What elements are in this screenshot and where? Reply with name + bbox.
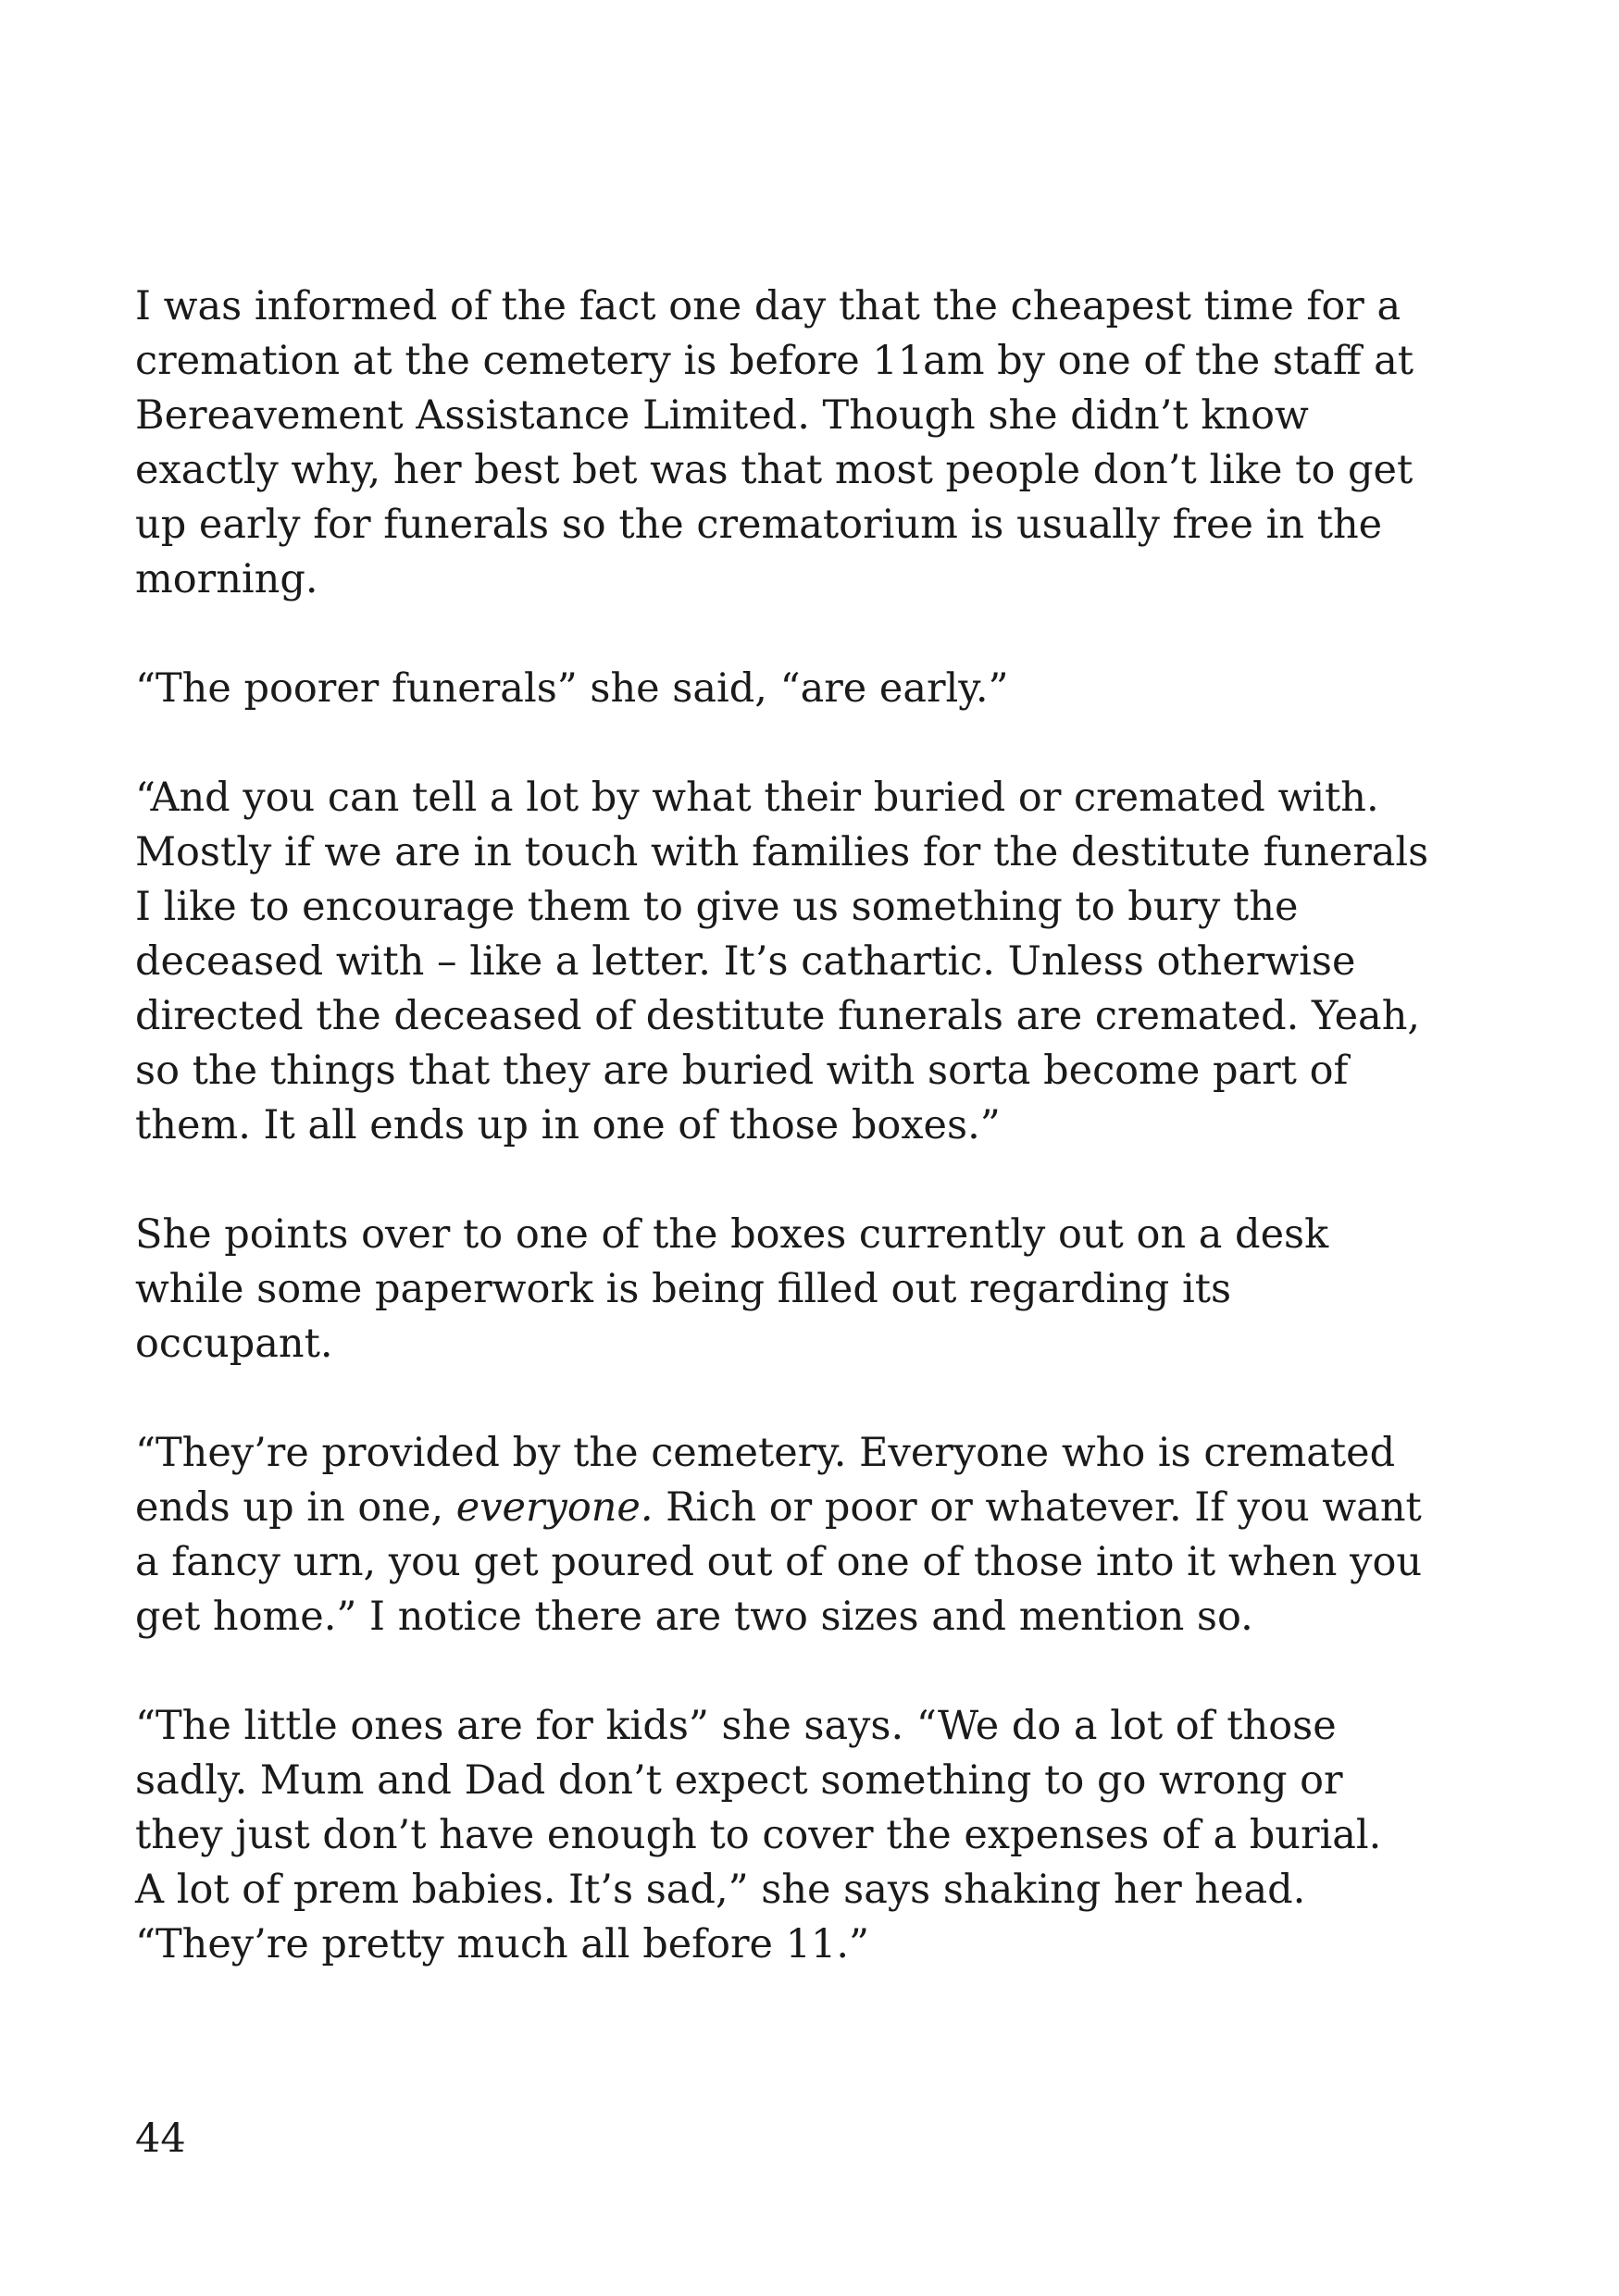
text-line: Bereavement Assistance Limited. Though she didn’t know <box>135 392 1309 439</box>
text-line: cremation at the cemetery is before 11am by one of the staff at <box>135 338 1414 384</box>
text-line: morning. <box>135 556 318 602</box>
body-text <box>135 279 1431 2027</box>
paragraph-3 <box>135 771 1431 1153</box>
text-line: “They’re pretty much all before 11.” <box>135 1921 870 1967</box>
emphasis-text: everyone. <box>455 1484 654 1531</box>
page-number: 44 <box>135 2116 186 2162</box>
paragraph-2 <box>135 662 1431 716</box>
text-line: directed the deceased of destitute funerals are cremated. Yeah, <box>135 993 1421 1039</box>
text-line: I was informed of the fact one day that the cheapest time for a <box>135 283 1401 329</box>
text-line: deceased with – like a letter. It’s cathartic. Unless otherwise <box>135 938 1356 985</box>
text-line: “The poorer funerals” she said, “are early.” <box>135 665 1009 712</box>
paragraph-4 <box>135 1208 1431 1371</box>
text-line: “The little ones are for kids” she says. “We do a lot of those <box>135 1703 1337 1749</box>
text-line: I like to encourage them to give us something to bury the <box>135 884 1299 930</box>
text-line: up early for funerals so the crematorium is usually free in the <box>135 502 1383 548</box>
text-line: She points over to one of the boxes currently out on a desk <box>135 1211 1329 1258</box>
text-line: while some paperwork is being filled out regarding its <box>135 1266 1232 1312</box>
text-segment: Rich or poor or whatever. If you want <box>653 1484 1422 1531</box>
text-line: exactly why, her best bet was that most people don’t like to get <box>135 447 1414 493</box>
text-line: get home.” I notice there are two sizes and mention so. <box>135 1594 1253 1640</box>
text-line: a fancy urn, you get poured out of one of those into it when you <box>135 1539 1423 1585</box>
text-line: “And you can tell a lot by what their buried or cremated with. <box>135 775 1379 821</box>
text-line: them. It all ends up in one of those boxes.” <box>135 1102 1001 1148</box>
text-line: sadly. Mum and Dad don’t expect something to go wrong or <box>135 1757 1343 1804</box>
text-line <box>135 1481 1431 1535</box>
text-segment: ends up in one, <box>135 1484 444 1531</box>
text-line: they just don’t have enough to cover the expenses of a burial. <box>135 1812 1382 1858</box>
paragraph-6 <box>135 1699 1431 1972</box>
text-line: so the things that they are buried with sorta become part of <box>135 1048 1349 1094</box>
text-line: “They’re provided by the cemetery. Everyone who is cremated <box>135 1430 1396 1476</box>
text-line: occupant. <box>135 1321 333 1367</box>
paragraph-1 <box>135 279 1431 607</box>
paragraph-5 <box>135 1426 1431 1644</box>
text-line: A lot of prem babies. It’s sad,” she says shaking her head. <box>135 1867 1306 1913</box>
text-line: Mostly if we are in touch with families for the destitute funerals <box>135 829 1429 875</box>
